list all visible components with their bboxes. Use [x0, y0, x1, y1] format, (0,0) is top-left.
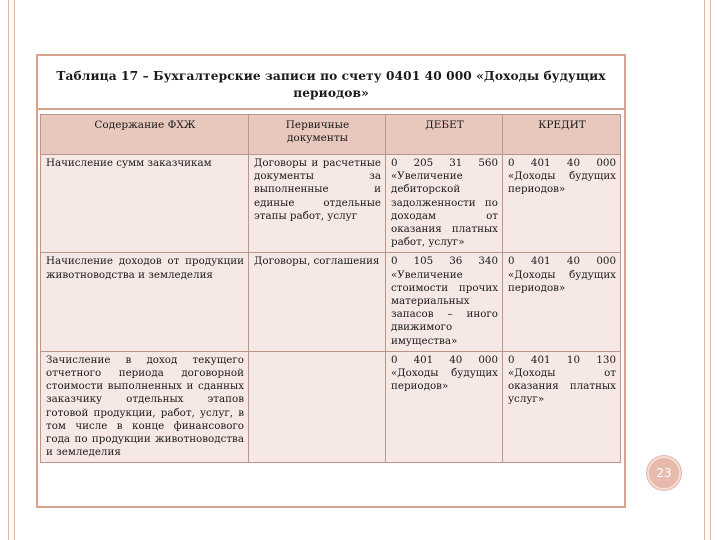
cell-content: Начисление сумм заказчикам	[41, 155, 249, 253]
cell-debit: 0 401 40 000 «Доходы будущих периодов»	[386, 351, 503, 463]
cell-credit: 0 401 40 000 «Доходы будущих периодов»	[503, 253, 621, 351]
table-row	[41, 351, 621, 463]
cell-content: Начисление доходов от продукции животноводства и земледелия	[41, 253, 249, 351]
cell-content: Зачисление в доход текущего отчетного периода договорной стоимости выполненных и сданных заказчику отдельных этапов готовой продукции, работ, услуг, в том числе в конце финансового года по продукции животноводства и земледелия	[41, 351, 249, 463]
cell-debit: 0 105 36 340 «Увеличение стоимости прочих материальных запасов – иного движимого имущества»	[386, 253, 503, 351]
table-title-line-2: периодов»	[293, 86, 369, 100]
header-credit: КРЕДИТ	[503, 115, 621, 155]
cell-credit: 0 401 10 130 «Доходы от оказания платных услуг»	[503, 351, 621, 463]
right-decor-line-2	[710, 0, 711, 540]
right-decor-line-1	[704, 0, 705, 540]
left-decor-line-1	[8, 0, 9, 540]
accounting-entries-table	[40, 114, 621, 463]
table-row	[41, 155, 621, 253]
table-title-line-1: Таблица 17 – Бухгалтерские записи по счету 0401 40 000 «Доходы будущих	[56, 69, 606, 83]
table-header-row	[41, 115, 621, 155]
cell-documents: Договоры, соглашения	[249, 253, 386, 351]
header-debit: ДЕБЕТ	[386, 115, 503, 155]
slide-frame	[36, 54, 626, 508]
table-title	[38, 68, 624, 102]
cell-credit: 0 401 40 000 «Доходы будущих периодов»	[503, 155, 621, 253]
cell-documents	[249, 351, 386, 463]
cell-debit: 0 205 31 560 «Увеличение дебиторской задолженности по доходам от оказания платных работ, услуг»	[386, 155, 503, 253]
page-number-badge: 23	[647, 456, 681, 490]
header-documents: Первичные документы	[249, 115, 386, 155]
table-row	[41, 253, 621, 351]
cell-documents: Договоры и расчетные документы за выполненные и единые отдельные этапы работ, услуг	[249, 155, 386, 253]
title-divider	[38, 108, 624, 110]
left-decor-line-2	[14, 0, 15, 540]
header-content: Содержание ФХЖ	[41, 115, 249, 155]
